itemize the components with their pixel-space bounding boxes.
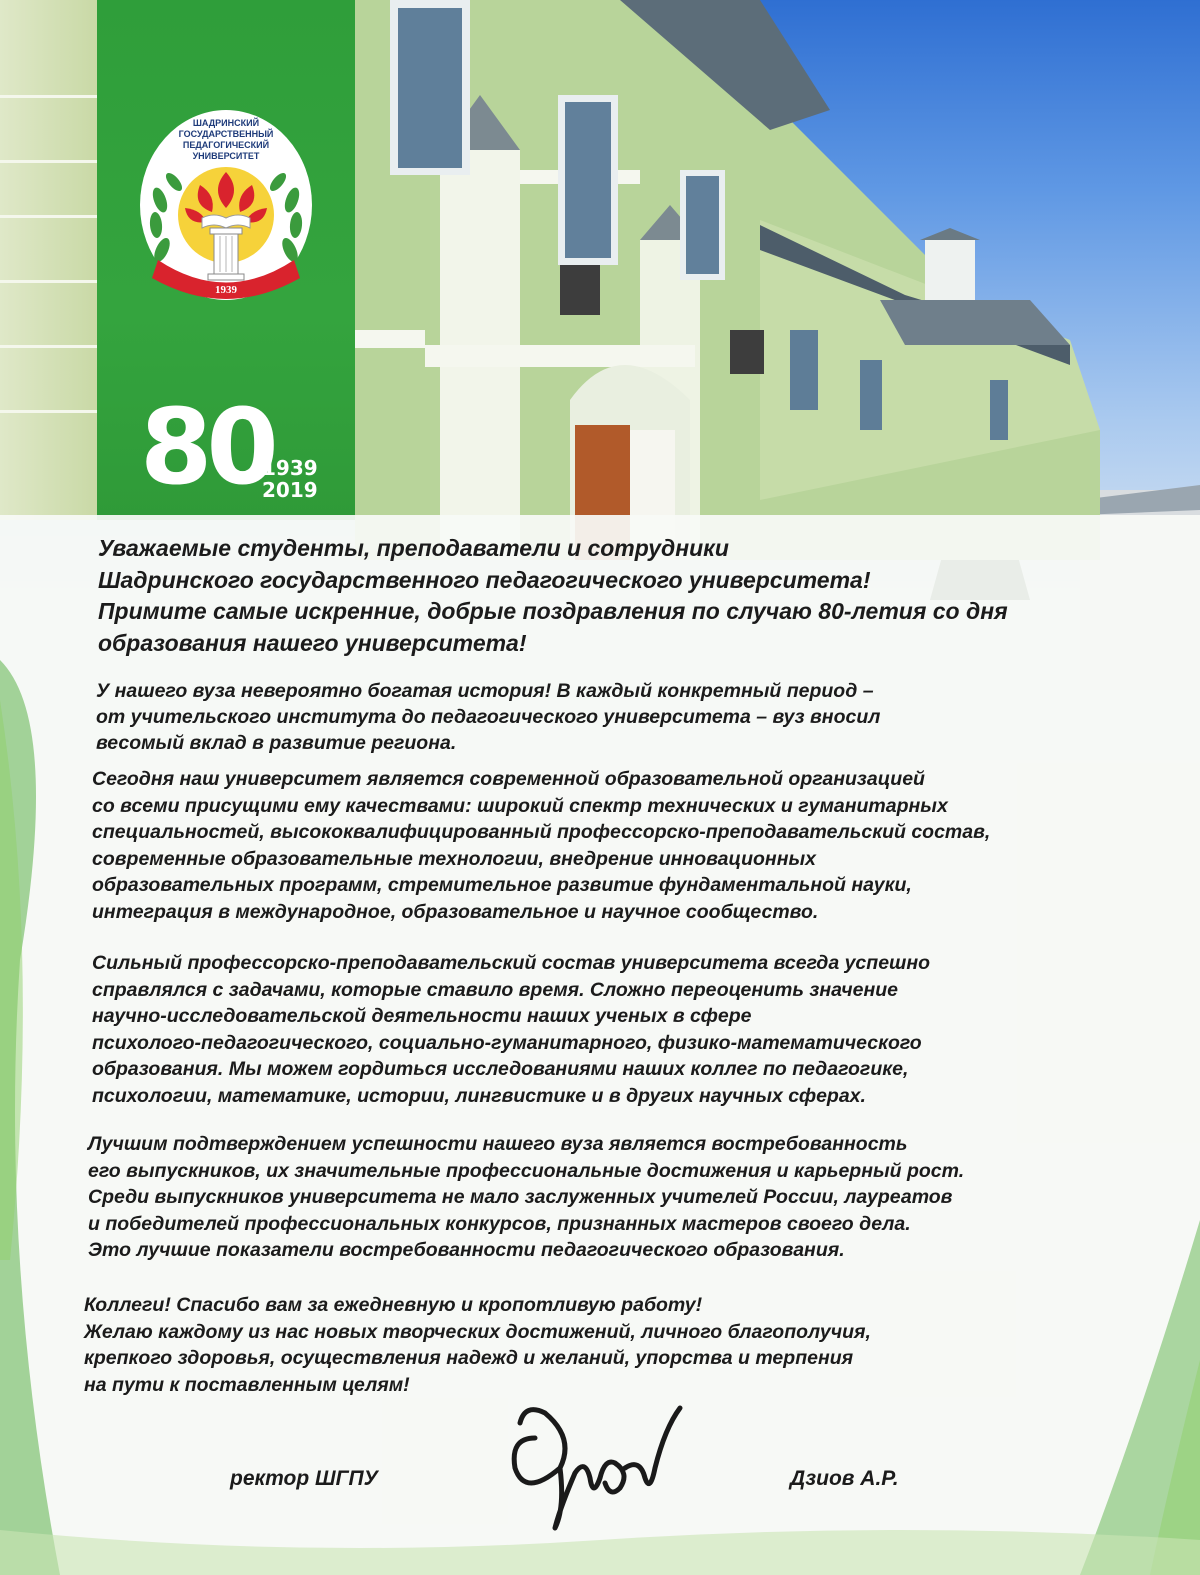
emblem-name-line-2: ГОСУДАРСТВЕННЫЙ — [178, 129, 274, 139]
letter-paragraph: Сегодня наш университет является современной образовательной организацией со всеми присущими ему качествами: широкий спектр технических и гуманитарных специальностей, высококвалифицированный профессорско-преподавательский состав, современные образовательные технологии, внедрение инновационных образовательных программ, стремительное развитие фундаментальной науки, интеграция в международное, образовательное и научное сообщество. — [92, 768, 991, 923]
letter-greeting: Уважаемые студенты, преподаватели и сотрудники Шадринского государственного педагогического университета! Примите самые искренние, добрые поздравления по случаю 80-летия со дня образования нашего университета! — [98, 535, 1008, 656]
letter-paragraph: Коллеги! Спасибо вам за ежедневную и кропотливую работу! Желаю каждому из нас новых творческих достижений, личного благополучия, крепкого здоровья, осуществления надежд и желаний, упорства и терпения на пути к поставленным целям! — [84, 1294, 871, 1396]
university-emblem — [140, 110, 312, 300]
letter-paragraph: У нашего вуза невероятно богатая история! В каждый конкретный период – от учительского института до педагогического университета – вуз вносил весомый вклад в развитие региона. — [96, 680, 881, 754]
anniversary-year-start: 1939 — [262, 456, 318, 480]
anniversary-number: 80 — [140, 386, 273, 508]
anniversary-logo — [140, 386, 340, 515]
emblem-name-line-4: УНИВЕРСИТЕТ — [192, 151, 260, 161]
letter-paragraph: Сильный профессорско-преподавательский состав университета всегда успешно справлялся с задачами, которые ставило время. Сложно переоценить значение научно-исследовательской деятельности наших ученых в сфере психолого-педагогического, социально-гуманитарного, физико-математического образования. Мы можем гордиться исследованиями наших коллег по педагогике, психологии, математике, истории, лингвистике и в других научных сферах. — [92, 952, 931, 1107]
anniversary-years — [262, 457, 318, 501]
emblem-year: 1939 — [215, 284, 237, 296]
emblem-name-line-1: ШАДРИНСКИЙ — [192, 118, 260, 128]
handwritten-signature — [505, 1398, 695, 1533]
signatory-role: ректор ШГПУ — [230, 1467, 378, 1490]
anniversary-year-end: 2019 — [262, 478, 318, 502]
signatory-name: Дзиов А.Р. — [790, 1467, 899, 1490]
emblem-name-line-3: ПЕДАГОГИЧЕСКИЙ — [182, 140, 270, 150]
letter-paragraph: Лучшим подтверждением успешности нашего вуза является востребованность его выпускников, их значительные профессиональные достижения и карьерный рост. Среди выпускников университета не мало заслуженных учителей России, лауреатов и победителей профессиональных конкурсов, признанных мастеров своего дела. Это лучшие показатели востребованности педагогического образования. — [88, 1133, 965, 1261]
decorative-strip — [0, 0, 97, 520]
